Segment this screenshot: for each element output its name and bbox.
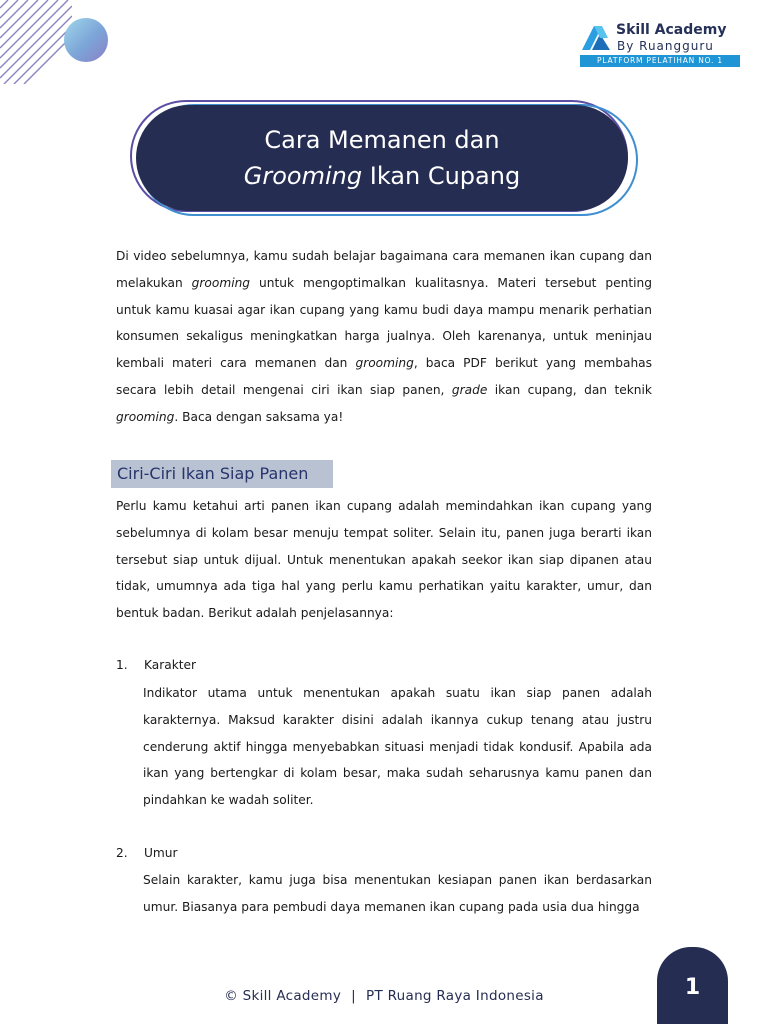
title-line-2: [244, 158, 520, 194]
intro-paragraph: [116, 243, 652, 431]
intro-italic-4: grooming: [116, 409, 175, 424]
section-block: [116, 493, 652, 627]
intro-text-3: , baca PDF berikut yang membahas secara lebih detail mengenai ciri ikan siap panen,: [116, 356, 653, 397]
footer-separator: |: [351, 988, 356, 1004]
title-line-2-rest: Ikan Cupang: [362, 162, 521, 190]
intro-text-2: untuk mengoptimalkan kualitasnya. Materi tersebut penting untuk kamu kuasai agar ikan cupang yang kamu budi daya mampu menarik perhatian konsumen sekaligus meningkatkan harga jualnya. Oleh karenanya, untuk meninjau kembali materi cara memanen dan: [116, 275, 653, 371]
page-number: 1: [684, 975, 701, 1000]
title-pill: [136, 105, 628, 211]
section-paragraph: Perlu kamu ketahui arti panen ikan cupang adalah memindahkan ikan cupang yang sebelumnya di kolam besar menuju tempat soliter. Selain itu, panen juga berarti ikan tersebut siap untuk dijual. Untuk menentukan apakah seekor ikan siap dipanen atau tidak, umumnya ada tiga hal yang perlu kamu perhatikan yaitu karakter, umur, dan bentuk badan. Berikut adalah penjelasannya:: [116, 499, 652, 621]
title-line-1: Cara Memanen dan: [264, 126, 500, 154]
list-item-2-title: Umur: [144, 846, 178, 860]
list-item-1-text: Indikator utama untuk menentukan apakah suatu ikan siap panen adalah karakternya. Maksud karakter disini adalah ikannya cukup tenang atau justru cenderung aktif hingga menyebabkan situasi menjadi tidak kondusif. Apabila ada ikan yang bertengkar di kolam besar, maka sudah seharusnya kamu panen dan pindahkan ke wadah soliter.: [143, 686, 652, 808]
list-item-2-text: Selain karakter, kamu juga bisa menentukan kesiapan panen ikan berdasarkan umur. Biasanya para pembudi daya memanen ikan cupang pada usia dua hingga: [143, 873, 652, 914]
page-number-tab: [657, 947, 728, 1024]
section-heading: Ciri-Ciri Ikan Siap Panen: [111, 460, 333, 488]
list-item-1-body: [143, 680, 652, 814]
intro-text-5: . Baca dengan saksama ya!: [174, 409, 344, 424]
footer-copyright: © Skill Academy: [224, 988, 342, 1004]
logo-badge: PLATFORM PELATIHAN NO. 1: [580, 55, 740, 67]
logo-name: Skill Academy: [616, 22, 727, 38]
title-italic-word: Grooming: [243, 162, 363, 190]
list-item-1-title: Karakter: [144, 658, 197, 672]
intro-italic-2: grooming: [355, 356, 414, 371]
intro-block: [116, 243, 652, 431]
logo-mark-icon: [580, 24, 612, 52]
logo-subtitle: By Ruangguru: [617, 39, 714, 53]
footer-company: PT Ruang Raya Indonesia: [366, 988, 544, 1004]
diagonal-hatch-decoration: [0, 0, 72, 84]
list-item-1-number: 1.: [116, 658, 128, 672]
gradient-circle-decoration: [64, 18, 108, 62]
intro-italic-3: grade: [451, 382, 488, 397]
title-banner: [130, 100, 642, 218]
intro-text-4: ikan cupang, dan teknik: [487, 382, 652, 397]
list-item-2-body: [143, 867, 652, 921]
list-item-1-heading: [116, 658, 196, 672]
intro-text-1: Di video sebelumnya, kamu sudah belajar bagaimana cara memanen ikan cupang dan melakukan: [116, 249, 652, 290]
intro-italic-1: grooming: [191, 275, 251, 290]
list-item-2-number: 2.: [116, 846, 128, 860]
page-footer: [0, 988, 768, 1004]
skill-academy-logo: [580, 22, 742, 70]
list-item-2-heading: [116, 846, 178, 860]
